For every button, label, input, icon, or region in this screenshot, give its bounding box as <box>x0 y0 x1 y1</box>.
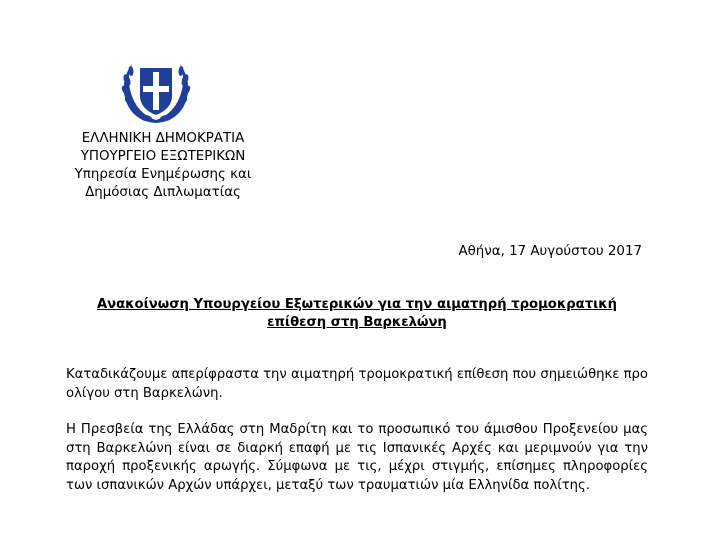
paragraph-2: Η Πρεσβεία της Ελλάδας στη Μαδρίτη και το προσωπικό του άμισθου Προξενείου μας στη Βαρκελώνη είναι σε διαρκή επαφή με τις Ισπανικές Αρχές και μεριμνούν για την παροχή προξενικής αρωγής. Σύμφωνα με τις, μέχρι στιγμής, επίσημες πληροφορίες των ισπανικών Αρχών υπάρχει, μεταξύ των τραυματιών μία Ελληνίδα πολίτης. <box>66 422 648 493</box>
letterhead <box>58 130 268 202</box>
letterhead-line-republic: ΕΛΛΗΝΙΚΗ ΔΗΜΟΚΡΑΤΙΑ <box>81 131 245 146</box>
paragraph-1: Καταδικάζουμε απερίφραστα την αιματηρή τρομοκρατική επίθεση που σημειώθηκε προ ολίγου στη Βαρκελώνη. <box>66 367 648 401</box>
letterhead-line-ministry: ΥΠΟΥΡΓΕΙΟ ΕΞΩΤΕΡΙΚΩΝ <box>80 149 246 164</box>
greek-coat-of-arms-icon <box>116 60 196 126</box>
letterhead-line-diplomacy: Δημόσιας Διπλωματίας <box>85 185 241 200</box>
document-title: Ανακοίνωση Υπουργείου Εξωτερικών για την αιματηρή τρομοκρατική επίθεση στη Βαρκελώνη <box>96 297 618 330</box>
letterhead-line-service: Υπηρεσία Ενημέρωσης και <box>74 167 252 182</box>
document-date: Αθήνα, 17 Αυγούστου 2017 <box>458 244 642 259</box>
